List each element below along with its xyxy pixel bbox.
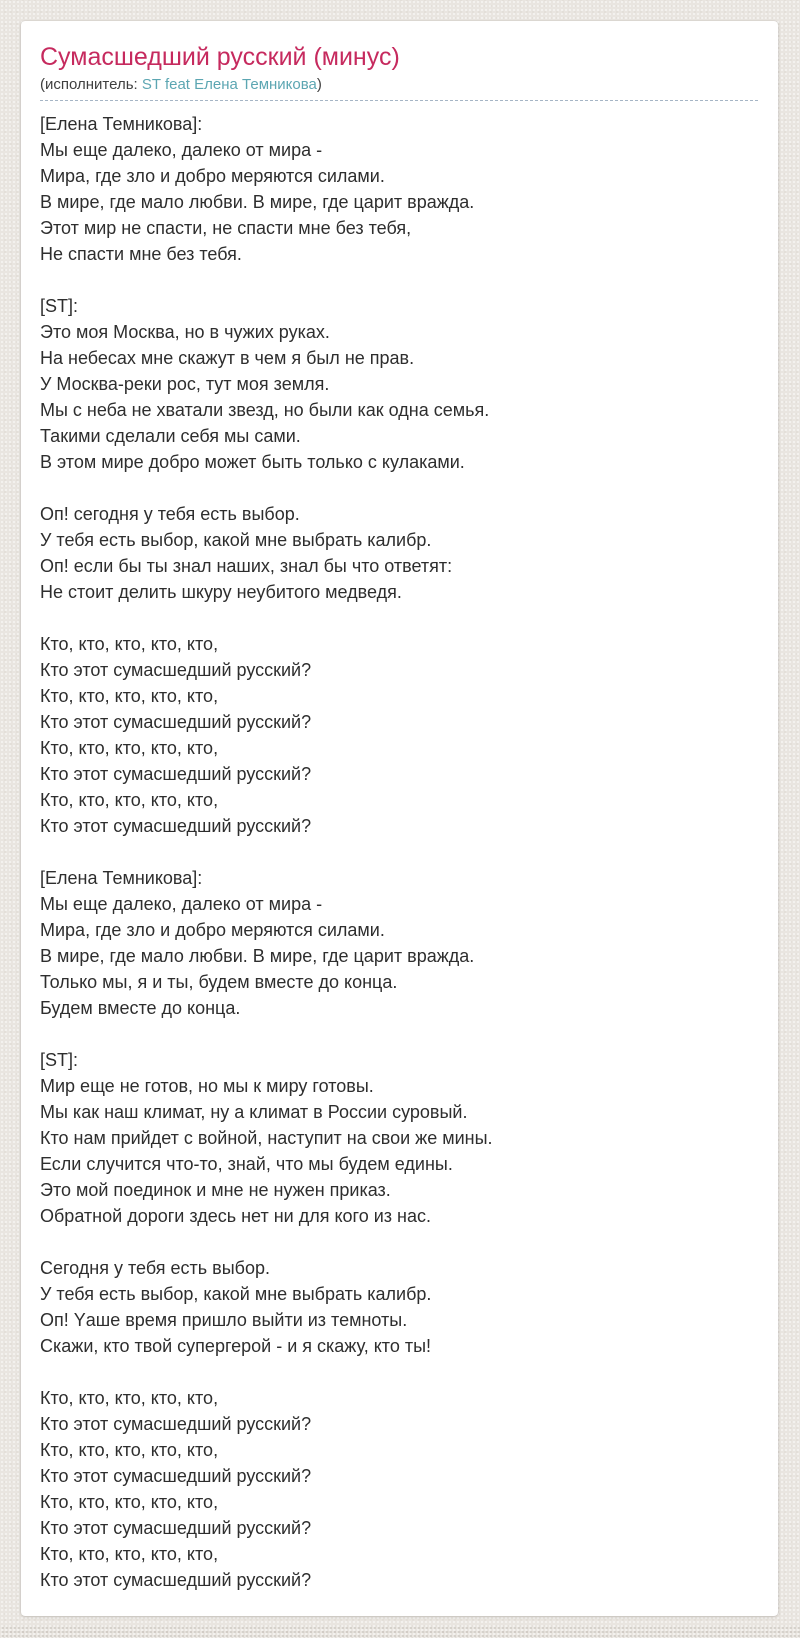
lyric-line: Сегодня у тебя есть выбор. <box>40 1258 270 1278</box>
lyric-line: Не стоит делить шкуру неубитого медведя. <box>40 582 402 602</box>
lyric-line: Мы еще далеко, далеко от мира - <box>40 140 323 160</box>
lyric-line: Мира, где зло и добро меряются силами. <box>40 920 385 940</box>
lyric-line: Этот мир не спасти, не спасти мне без тебя, <box>40 218 412 238</box>
lyric-line: Только мы, я и ты, будем вместе до конца. <box>40 972 398 992</box>
lyric-line: Кто этот сумасшедший русский? <box>40 712 312 732</box>
lyric-line: У Москва-реки рос, тут моя земля. <box>40 374 330 394</box>
artist-line <box>40 75 758 100</box>
lyric-line: Кто этот сумасшедший русский? <box>40 816 312 836</box>
lyric-line: Кто этот сумасшедший русский? <box>40 1466 312 1486</box>
lyric-line: Оп! сегодня у тебя есть выбор. <box>40 504 300 524</box>
stanza <box>40 293 758 475</box>
lyrics-card <box>21 21 778 1616</box>
lyric-line: У тебя есть выбор, какой мне выбрать калибр. <box>40 1284 432 1304</box>
lyric-line: Кто этот сумасшедший русский? <box>40 764 312 784</box>
lyric-line: Скажи, кто твой супергерой - и я скажу, кто ты! <box>40 1336 432 1356</box>
lyric-line: Кто, кто, кто, кто, кто, <box>40 1440 219 1460</box>
lyric-line: Мира, где зло и добро меряются силами. <box>40 166 385 186</box>
artist-label-prefix: (исполнитель: <box>40 76 138 93</box>
artist-link[interactable]: ST feat Елена Темникова <box>141 76 317 93</box>
lyric-line: [Елена Темникова]: <box>40 114 203 134</box>
stanza <box>40 1047 758 1229</box>
lyric-line: Кто, кто, кто, кто, кто, <box>40 790 219 810</box>
lyric-line: Не спасти мне без тебя. <box>40 244 242 264</box>
lyric-line: Мы еще далеко, далеко от мира - <box>40 894 323 914</box>
lyric-line: Оп! если бы ты знал наших, знал бы что ответят: <box>40 556 453 576</box>
lyric-line: Обратной дороги здесь нет ни для кого из нас. <box>40 1206 431 1226</box>
stanza <box>40 1255 758 1359</box>
lyric-line: Мы с неба не хватали звезд, но были как одна семья. <box>40 400 490 420</box>
stanza <box>40 631 758 839</box>
stanza <box>40 501 758 605</box>
lyric-line: Кто, кто, кто, кто, кто, <box>40 686 219 706</box>
page-bottom-shadow <box>0 1625 800 1638</box>
lyric-line: Если случится что-то, знай, что мы будем едины. <box>40 1154 453 1174</box>
lyric-line: Кто, кто, кто, кто, кто, <box>40 1388 219 1408</box>
lyric-line: Кто, кто, кто, кто, кто, <box>40 1544 219 1564</box>
lyric-line: Кто этот сумасшедший русский? <box>40 1518 312 1538</box>
stanza <box>40 111 758 267</box>
lyric-line: Кто, кто, кто, кто, кто, <box>40 634 219 654</box>
lyric-line: Кто этот сумасшедший русский? <box>40 660 312 680</box>
lyric-line: [ST]: <box>40 1050 79 1070</box>
lyric-line: Кто нам прийдет с войной, наступит на свои же мины. <box>40 1128 493 1148</box>
lyric-line: Такими сделали себя мы сами. <box>40 426 301 446</box>
lyric-line: В мире, где мало любви. В мире, где царит вражда. <box>40 192 475 212</box>
dotted-separator <box>40 100 758 101</box>
stanza <box>40 1385 758 1593</box>
lyric-line: Мир еще не готов, но мы к миру готовы. <box>40 1076 374 1096</box>
lyric-line: В мире, где мало любви. В мире, где царит вражда. <box>40 946 475 966</box>
lyric-line: [ST]: <box>40 296 79 316</box>
lyric-line: Это мой поединок и мне не нужен приказ. <box>40 1180 391 1200</box>
artist-label-suffix: ) <box>316 76 322 93</box>
lyric-line: [Елена Темникова]: <box>40 868 203 888</box>
lyric-line: Оп! Yаше время пришло выйти из темноты. <box>40 1310 408 1330</box>
lyric-line: Будем вместе до конца. <box>40 998 241 1018</box>
lyric-line: Кто, кто, кто, кто, кто, <box>40 738 219 758</box>
lyric-line: У тебя есть выбор, какой мне выбрать калибр. <box>40 530 432 550</box>
lyric-line: Это моя Москва, но в чужих руках. <box>40 322 330 342</box>
lyric-line: Мы как наш климат, ну а климат в России суровый. <box>40 1102 468 1122</box>
lyric-line: Кто этот сумасшедший русский? <box>40 1570 312 1590</box>
lyric-line: В этом мире добро может быть только с кулаками. <box>40 452 465 472</box>
stanza <box>40 865 758 1021</box>
lyric-line: Кто этот сумасшедший русский? <box>40 1414 312 1434</box>
lyrics-text <box>40 111 758 1593</box>
song-title: Сумасшедший русский (минус) <box>40 43 400 71</box>
lyric-line: На небесах мне скажут в чем я был не прав. <box>40 348 415 368</box>
lyric-line: Кто, кто, кто, кто, кто, <box>40 1492 219 1512</box>
